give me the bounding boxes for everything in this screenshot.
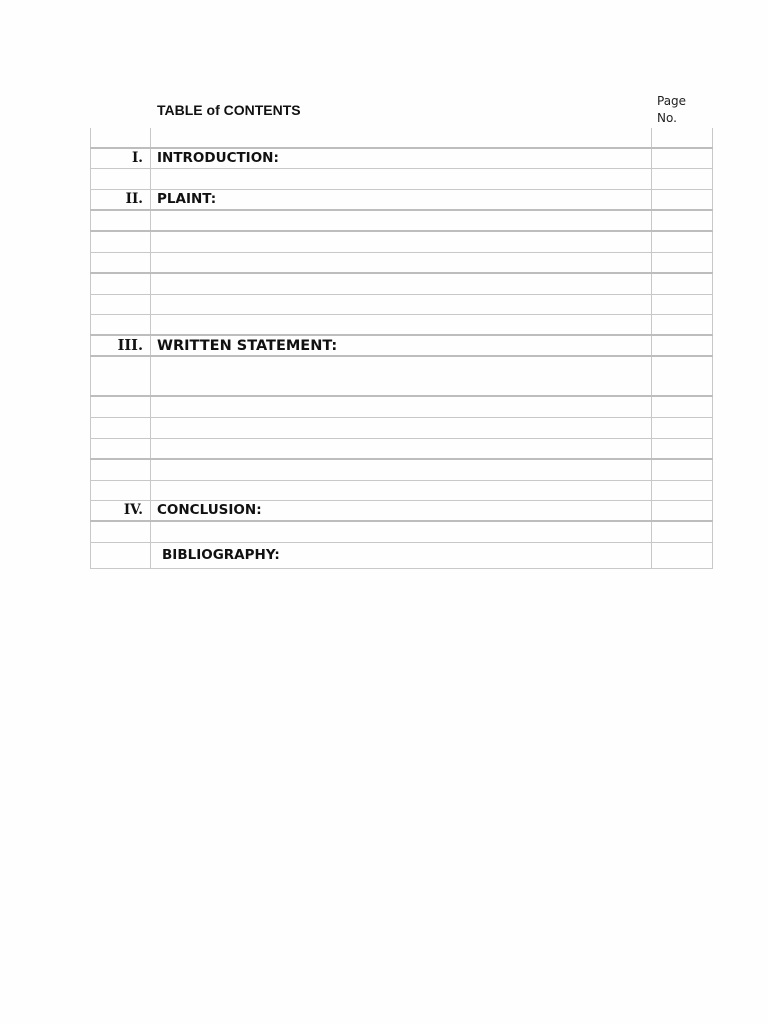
row-number	[91, 210, 151, 231]
row-title	[151, 128, 652, 148]
row-page	[652, 521, 713, 542]
row-page	[652, 335, 713, 356]
table-row	[91, 189, 713, 210]
table-row	[91, 480, 713, 500]
row-number	[91, 396, 151, 417]
table-row	[91, 438, 713, 459]
row-title	[151, 273, 652, 294]
table-row	[91, 356, 713, 396]
table-row	[91, 210, 713, 231]
row-page	[652, 231, 713, 252]
row-title	[151, 396, 652, 417]
table-row	[91, 294, 713, 314]
row-number: III.	[91, 335, 151, 356]
table-row	[91, 314, 713, 335]
row-title	[151, 356, 652, 396]
row-title: INTRODUCTION:	[151, 148, 652, 168]
row-page	[652, 438, 713, 459]
row-title	[151, 210, 652, 231]
toc-table	[90, 128, 713, 569]
row-title	[151, 168, 652, 189]
table-row	[91, 417, 713, 438]
table-row	[91, 459, 713, 480]
row-number	[91, 168, 151, 189]
page-no-label-line1: Page	[657, 94, 687, 108]
row-page	[652, 273, 713, 294]
row-page	[652, 314, 713, 335]
row-number	[91, 273, 151, 294]
row-number	[91, 542, 151, 568]
row-title: BIBLIOGRAPHY:	[151, 542, 652, 568]
row-page	[652, 500, 713, 521]
table-row	[91, 148, 713, 168]
row-title	[151, 231, 652, 252]
table-row	[91, 396, 713, 417]
row-number	[91, 480, 151, 500]
row-number	[91, 314, 151, 335]
row-number	[91, 252, 151, 273]
row-page	[652, 189, 713, 210]
row-number	[91, 417, 151, 438]
page-no-label-line2: No.	[657, 111, 677, 125]
row-page	[652, 148, 713, 168]
row-page	[652, 542, 713, 568]
row-page	[652, 252, 713, 273]
table-row	[91, 335, 713, 356]
page-no-header	[657, 93, 707, 127]
row-number	[91, 128, 151, 148]
row-page	[652, 168, 713, 189]
table-row	[91, 231, 713, 252]
table-row	[91, 168, 713, 189]
row-title	[151, 314, 652, 335]
row-number	[91, 521, 151, 542]
table-row	[91, 252, 713, 273]
row-page	[652, 356, 713, 396]
table-row	[91, 542, 713, 568]
row-page	[652, 480, 713, 500]
row-title	[151, 252, 652, 273]
row-title	[151, 294, 652, 314]
row-title: WRITTEN STATEMENT:	[151, 335, 652, 356]
row-page	[652, 128, 713, 148]
row-title	[151, 459, 652, 480]
table-row	[91, 500, 713, 521]
row-title	[151, 480, 652, 500]
row-title: CONCLUSION:	[151, 500, 652, 521]
table-row	[91, 521, 713, 542]
row-number	[91, 356, 151, 396]
row-number: IV.	[91, 500, 151, 521]
row-page	[652, 294, 713, 314]
row-number	[91, 231, 151, 252]
row-page	[652, 417, 713, 438]
table-row	[91, 273, 713, 294]
row-title	[151, 438, 652, 459]
row-number	[91, 294, 151, 314]
row-number	[91, 438, 151, 459]
row-title	[151, 417, 652, 438]
row-number: II.	[91, 189, 151, 210]
row-title	[151, 521, 652, 542]
table-row	[91, 128, 713, 148]
row-title: PLAINT:	[151, 189, 652, 210]
row-number	[91, 459, 151, 480]
toc-title: TABLE of CONTENTS	[157, 102, 301, 118]
row-page	[652, 396, 713, 417]
row-number: I.	[91, 148, 151, 168]
row-page	[652, 210, 713, 231]
row-page	[652, 459, 713, 480]
